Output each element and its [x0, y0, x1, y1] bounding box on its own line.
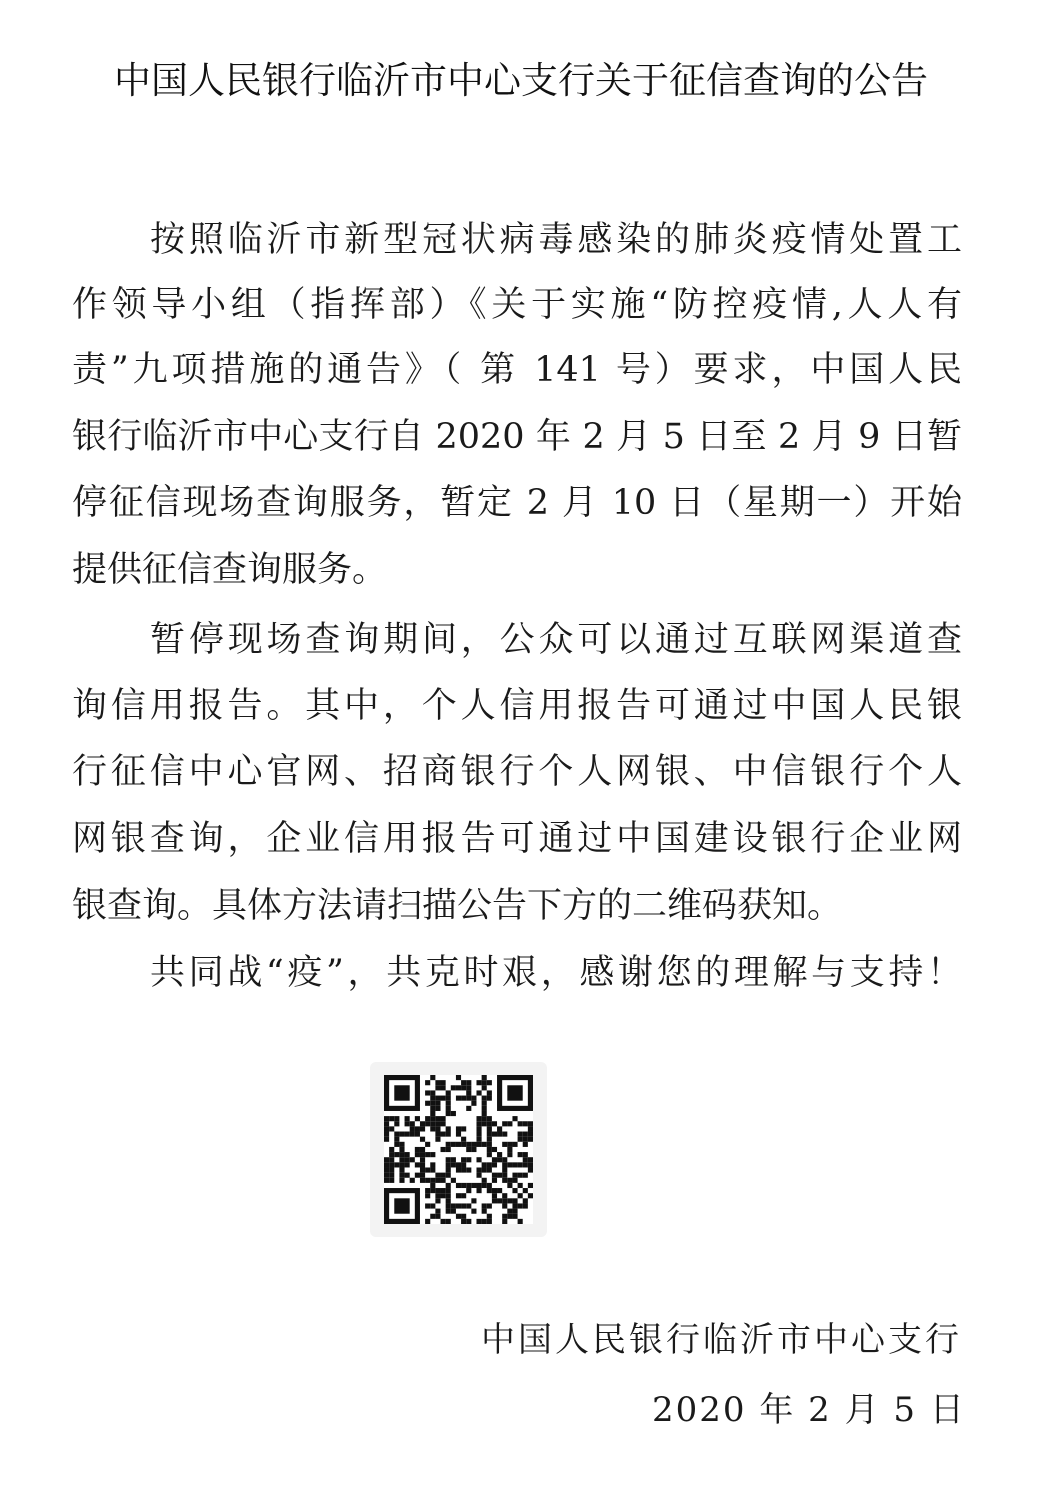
signature-date: 2020 年 2 月 5 日: [652, 1390, 966, 1430]
paragraph-1-line: 作领导小组（指挥部）《关于实施“防控疫情,人人有: [72, 285, 962, 325]
paragraph-1-line: 停征信现场查询服务，暂定 2 月 10 日（星期一）开始: [72, 483, 962, 523]
paragraph-2-line: 询信用报告。其中，个人信用报告可通过中国人民银: [72, 686, 962, 726]
paragraph-2-line: 银查询。具体方法请扫描公告下方的二维码获知。: [72, 886, 843, 926]
paragraph-2-line: 暂停现场查询期间，公众可以通过互联网渠道查: [150, 620, 962, 660]
document-title: 中国人民银行临沂市中心支行关于征信查询的公告: [114, 59, 928, 102]
paragraph-1-line: 按照临沂市新型冠状病毒感染的肺炎疫情处置工: [150, 220, 962, 260]
paragraph-2-line: 行征信中心官网、招商银行个人网银、中信银行个人: [72, 752, 962, 792]
paragraph-1-line: 银行临沂市中心支行自 2020 年 2 月 5 日至 2 月 9 日暂: [72, 417, 962, 457]
paragraph-1-line: 提供征信查询服务。: [72, 550, 388, 590]
paragraph-3-line: 共同战“疫”，共克时艰，感谢您的理解与支持！: [150, 953, 962, 993]
paragraph-1-line: 责”九项措施的通告》（ 第 141 号）要求，中国人民: [72, 350, 962, 390]
qr-code-image: [384, 1075, 533, 1224]
signature-issuer: 中国人民银行临沂市中心支行: [481, 1320, 962, 1360]
paragraph-2-line: 网银查询，企业信用报告可通过中国建设银行企业网: [72, 819, 962, 859]
qr-code[interactable]: [370, 1062, 547, 1237]
